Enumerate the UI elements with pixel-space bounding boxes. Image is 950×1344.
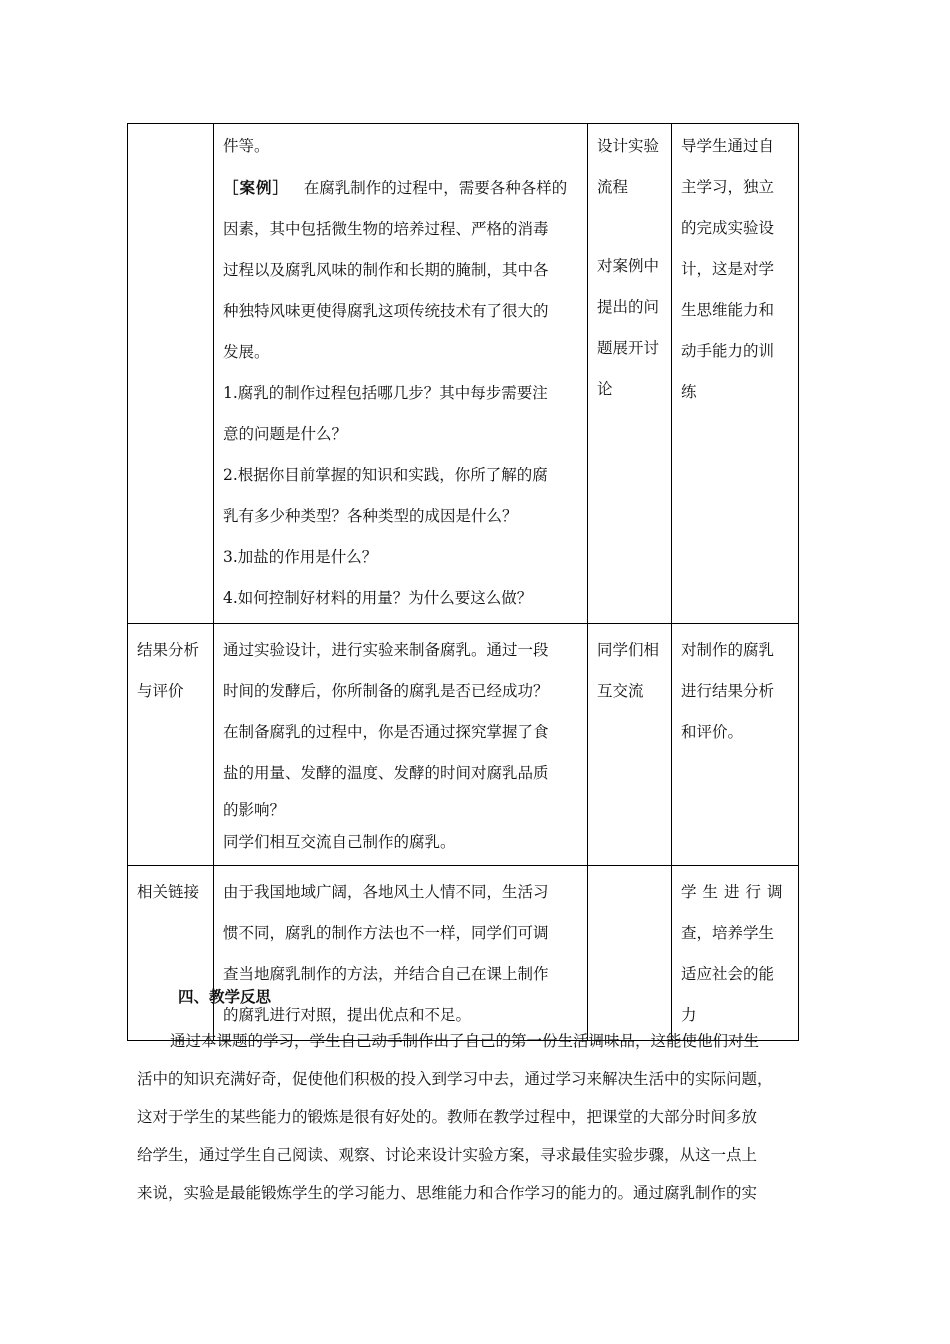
question-line: 乳有多少种类型？各种类型的成因是什么？ [223, 507, 518, 525]
table-row [128, 866, 799, 1041]
student-line: 提出的问 [597, 298, 660, 316]
paragraph-line: 这对于学生的某些能力的锻炼是很有好处的。教师在教学过程中，把课堂的大部分时间多放 [137, 1108, 758, 1126]
row-label-cell [128, 866, 214, 1041]
content-line: 时间的发酵后，你所制备的腐乳是否已经成功？ [223, 682, 549, 700]
paragraph-line: 来说，实验是最能锻炼学生的学习能力、思维能力和合作学习的能力的。通过腐乳制作的实 [137, 1184, 758, 1202]
question-line: 1.腐乳的制作过程包括哪几步？其中每步需要注 [223, 384, 548, 402]
content-line: 的腐乳进行对照，提出优点和不足。 [223, 1006, 472, 1024]
question-line: 意的问题是什么？ [223, 425, 348, 443]
content-line: 因素，其中包括微生物的培养过程、严格的消毒 [223, 220, 549, 238]
row-label-cell [128, 624, 214, 866]
design-intent-cell [672, 124, 799, 624]
design-intent-cell [672, 866, 799, 1041]
student-line: 对案例中 [597, 257, 660, 275]
content-line: 过程以及腐乳风味的制作和长期的腌制，其中各 [223, 261, 549, 279]
intent-line: 学生进行调 [681, 883, 789, 901]
student-line: 流程 [597, 178, 629, 196]
row-label: 结果分析 [137, 641, 200, 659]
intent-line: 适应社会的能 [681, 965, 775, 983]
paragraph-line: 给学生，通过学生自己阅读、观察、讨论来设计实验方案，寻求最佳实验步骤，从这一点上 [137, 1146, 758, 1164]
row-label-cell [128, 124, 214, 624]
content-cell [214, 124, 588, 624]
intent-line: 主学习，独立 [681, 178, 775, 196]
content-line: 的影响？ [223, 801, 286, 819]
intent-line: 练 [681, 383, 697, 401]
intent-line: 进行结果分析 [681, 682, 775, 700]
student-line: 题展开讨 [597, 339, 660, 357]
reflection-paragraph [137, 1022, 827, 1212]
content-line: 查当地腐乳制作的方法，并结合自己在课上制作 [223, 965, 549, 983]
table-row [128, 124, 799, 624]
table-row [128, 624, 799, 866]
student-activity-cell [588, 124, 672, 624]
intent-line: 的完成实验设 [681, 219, 775, 237]
intent-line: 力 [681, 1006, 697, 1024]
content-line: 由于我国地域广阔，各地风土人情不同，生活习 [223, 883, 549, 901]
intent-line: 对制作的腐乳 [681, 641, 775, 659]
content-line: 在制备腐乳的过程中，你是否通过探究掌握了食 [223, 723, 549, 741]
section-heading: 四、教学反思 [178, 987, 272, 1006]
row-label: 相关链接 [137, 883, 200, 901]
paragraph-line: 活中的知识充满好奇，促使他们积极的投入到学习中去，通过学习来解决生活中的实际问题， [137, 1070, 773, 1088]
case-text: 在腐乳制作的过程中，需要各种各样的 [303, 179, 568, 197]
content-line: 种独特风味更使得腐乳这项传统技术有了很大的 [223, 302, 549, 320]
content-line: 同学们相互交流自己制作的腐乳。 [223, 833, 456, 851]
intent-line: 动手能力的训 [681, 342, 775, 360]
content-cell [214, 866, 588, 1041]
intent-line: 查，培养学生 [681, 924, 775, 942]
paragraph-line: 通过本课题的学习，学生自己动手制作出了自己的第一份生活调味品，这能使他们对生 [170, 1032, 760, 1050]
content-line: 盐的用量、发酵的温度、发酵的时间对腐乳品质 [223, 764, 549, 782]
content-cell [214, 624, 588, 866]
content-line: 通过实验设计，进行实验来制备腐乳。通过一段 [223, 641, 549, 659]
content-line: 件等。 [223, 137, 270, 155]
intent-line: 和评价。 [681, 723, 744, 741]
content-line: 发展。 [223, 343, 270, 361]
case-line [223, 167, 579, 209]
intent-line: 导学生通过自 [681, 137, 775, 155]
student-line: 互交流 [597, 682, 644, 700]
intent-line: 计，这是对学 [681, 260, 775, 278]
student-line: 设计实验 [597, 137, 660, 155]
student-activity-cell [588, 624, 672, 866]
content-line: 惯不同，腐乳的制作方法也不一样，同学们可调 [223, 924, 549, 942]
student-line: 论 [597, 380, 613, 398]
student-activity-cell [588, 866, 672, 1041]
intent-line: 生思维能力和 [681, 301, 775, 319]
question-line: 2.根据你目前掌握的知识和实践，你所了解的腐 [223, 466, 548, 484]
design-intent-cell [672, 624, 799, 866]
student-line: 同学们相 [597, 641, 660, 659]
lesson-plan-table [127, 123, 799, 1041]
question-line: 3.加盐的作用是什么？ [223, 548, 378, 566]
row-label: 与评价 [137, 682, 184, 700]
case-label: ［案例］ [223, 178, 290, 197]
question-line: 4.如何控制好材料的用量？为什么要这么做？ [223, 589, 533, 607]
